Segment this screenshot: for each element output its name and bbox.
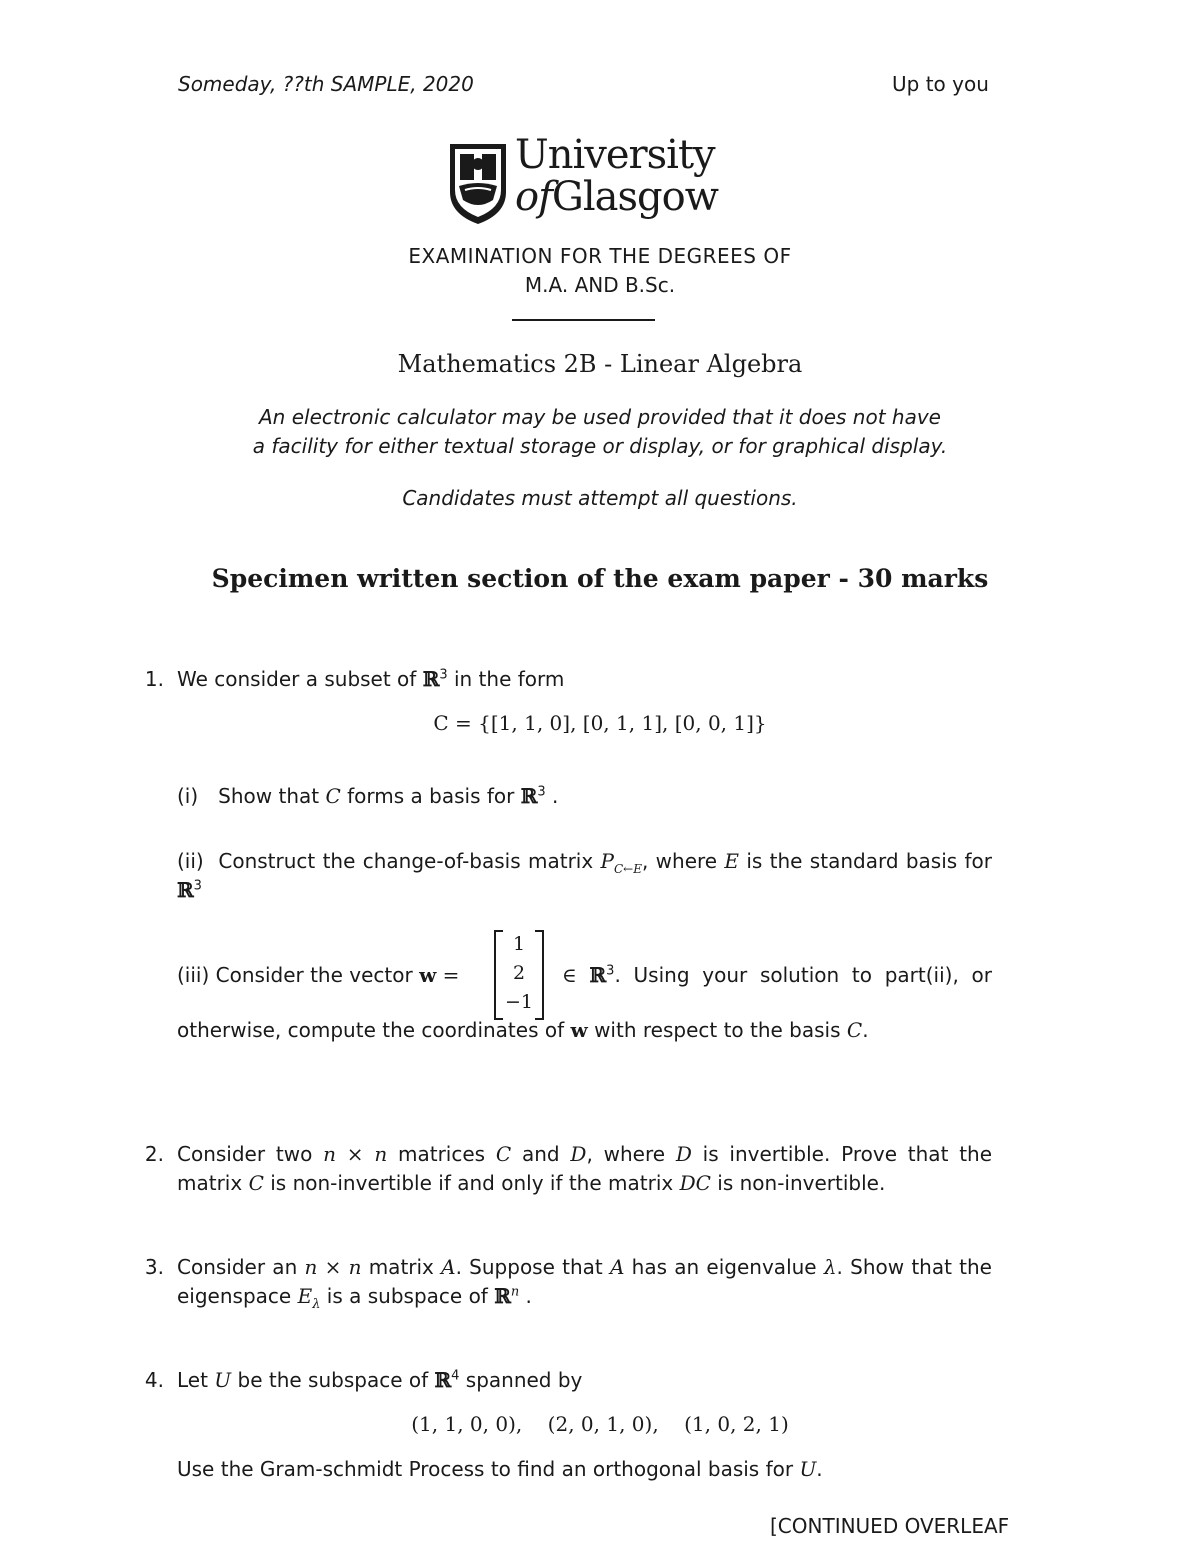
question-2-number: 2. [144,1142,164,1166]
title-divider [512,319,655,321]
university-logo [447,132,722,226]
question-2-line-1: Consider two n × n matrices C and D, where D is invertible. Prove that the [177,1142,993,1166]
logo-wordmark [515,134,718,218]
matrix-entry-3: −1 [504,991,533,1013]
question-1-part-iii-a: (iii) Consider the vector w = [177,963,460,987]
header-duration: Up to you [892,72,989,96]
question-1-set: C = {[1, 1, 0], [0, 1, 1], [0, 0, 1]} [433,711,767,735]
logo-of: of [515,174,552,220]
question-1-part-iii-line-2: otherwise, compute the coordinates of w with respect to the basis C. [177,1018,869,1042]
question-4-line-3: Use the Gram-schmidt Process to find an orthogonal basis for U. [177,1457,823,1481]
question-1-part-i: (i) Show that C forms a basis for ℝ$^3$ . [177,784,559,808]
exam-title-line-2: M.A. AND B.Sc. [524,273,676,297]
calculator-note-line-2: a facility for either textual storage or display, or for graphical display. [252,434,948,458]
vector-w-matrix [494,930,544,1018]
logo-glasgow: Glasgow [551,174,718,220]
question-3-number: 3. [144,1255,164,1279]
course-title: Mathematics 2B - Linear Algebra [397,350,803,378]
matrix-entry-2: 2 [512,962,526,984]
logo-line-2 [515,176,718,218]
question-2-line-2: matrix C is non-invertible if and only if the matrix DC is non-invertible. [177,1171,886,1195]
question-4-vectors: (1, 1, 0, 0), (2, 0, 1, 0), (1, 0, 2, 1) [411,1412,789,1436]
section-heading: Specimen written section of the exam paper - 30 marks [211,564,989,593]
matrix-entry-1: 1 [512,933,526,955]
question-3-line-2: eigenspace $E_\lambda$ is a subspace of ℝ$^n$ . [177,1284,532,1312]
header-date: Someday, ??th SAMPLE, 2020 [178,72,474,96]
question-4-number: 4. [144,1368,164,1392]
question-1-part-ii-line-2: ℝ$^3$ [177,878,202,902]
question-1-intro: We consider a subset of ℝ$^3$ in the form [177,667,565,691]
question-1-part-ii: (ii) Construct the change-of-basis matrix $P_{C\leftarrow E}$, where E is the standard basis for [177,849,993,876]
logo-line-1: University [515,132,715,178]
continued-overleaf: [CONTINUED OVERLEAF [770,1514,1010,1538]
question-3-line-1: Consider an n × n matrix A. Suppose that A has an eigenvalue λ. Show that the [177,1255,992,1279]
calculator-note-line-1: An electronic calculator may be used provided that it does not have [259,405,941,429]
university-crest-icon [447,140,509,226]
candidates-note: Candidates must attempt all questions. [402,486,798,510]
question-1-number: 1. [144,667,164,691]
exam-title-line-1: EXAMINATION FOR THE DEGREES OF [408,244,792,268]
question-4-line-1: Let U be the subspace of ℝ$^4$ spanned by [177,1368,583,1392]
question-1-part-iii-b: ∈ ℝ$^3$. Using your solution to part(ii), or [562,963,992,987]
